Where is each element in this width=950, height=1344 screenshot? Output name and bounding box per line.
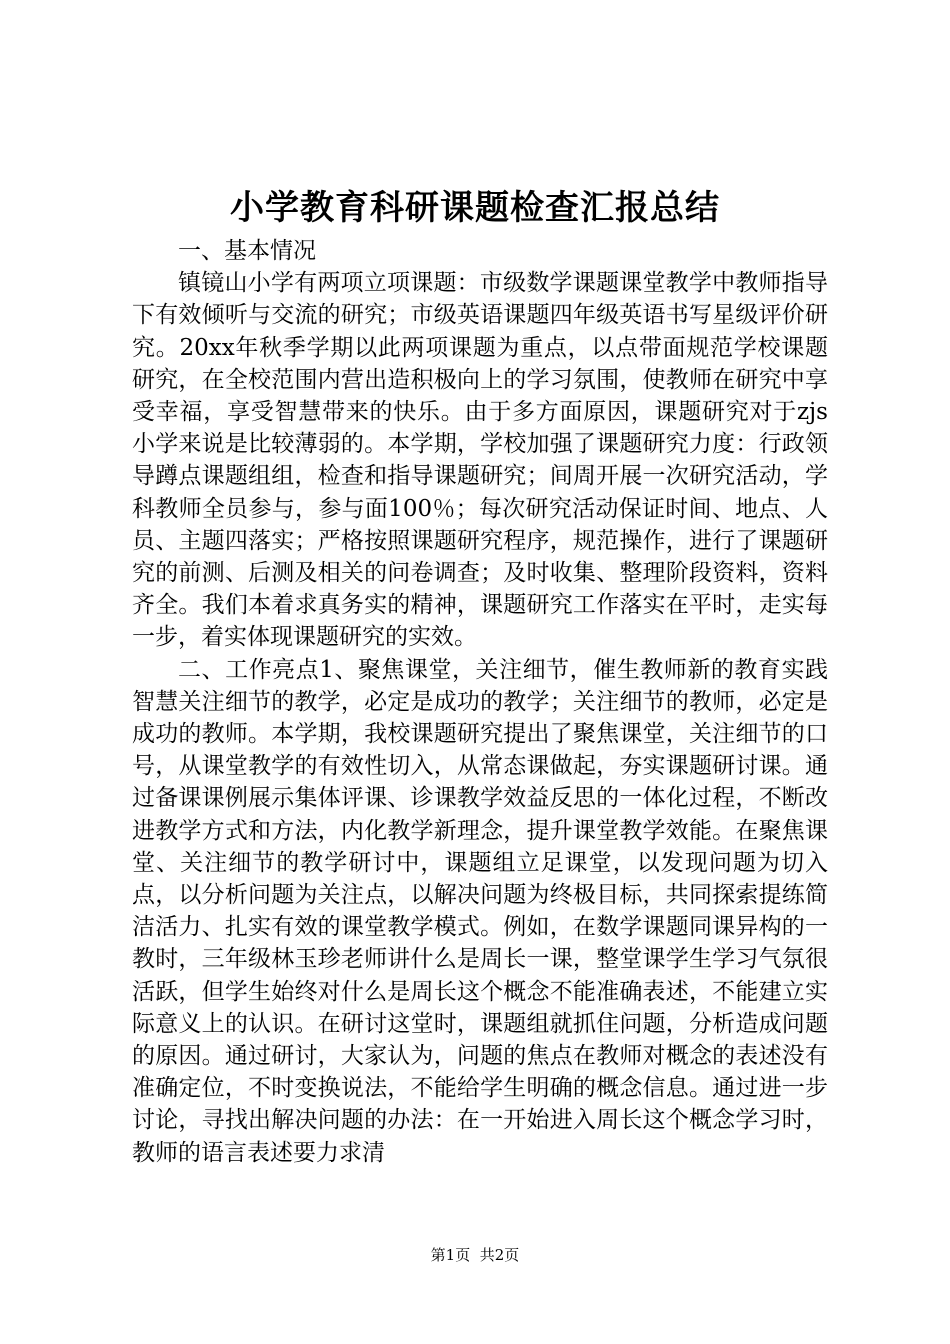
page-number: 第1页 (430, 1246, 471, 1264)
section-heading-basic-situation: 一、基本情况 (178, 238, 316, 264)
paragraph-work-highlights: 二、工作亮点1、聚焦课堂，关注细节，催生教师新的教育实践智慧关注细节的教学，必定是成功的教学；关注细节的教师，必定是成功的教师。本学期，我校课题研究提出了聚焦课堂，关注细节的口号，从课堂教学的有效性切入，从常态课做起，夯实课题研讨课。通过备课课例展示集体评课、诊课教学效益反思的一体化过程，不断改进教学方式和方法，内化教学新理念，提升课堂教学效能。在聚焦课堂、关注细节的教学研讨中，课题组立足课堂，以发现问题为切入点，以分析问题为关注点，以解决问题为终极目标，共同探索提练简洁活力、扎实有效的课堂教学模式。例如，在数学课题同课异构的一教时，三年级林玉珍老师讲什么是周长一课，整堂课学生学习气氛很活跃，但学生始终对什么是周长这个概念不能准确表述，不能建立实际意义上的认识。在研讨这堂时，课题组就抓住问题，分析造成问题的原因。通过研讨，大家认为，问题的焦点在教师对概念的表述没有准确定位，不时变换说法，不能给学生明确的概念信息。通过进一步讨论，寻找出解决问题的办法：在一开始进入周长这个概念学习时，教师的语言表述要力求清 (132, 656, 828, 1166)
document-body (132, 235, 828, 1169)
page-footer (0, 1244, 950, 1266)
document-title: 小学教育科研课题检查汇报总结 (230, 188, 720, 228)
page-total: 共2页 (479, 1246, 520, 1264)
paragraph-basic-situation: 镇镜山小学有两项立项课题：市级数学课题课堂教学中教师指导下有效倾听与交流的研究；市级英语课题四年级英语书写星级评价研究。20xx年秋季学期以此两项课题为重点，以点带面规范学校课题研究，在全校范围内营出造积极向上的学习氛围，使教师在研究中享受幸福，享受智慧带来的快乐。由于多方面原因，课题研究对于zjs小学来说是比较薄弱的。本学期，学校加强了课题研究力度：行政领导蹲点课题组组，检查和指导课题研究；间周开展一次研究活动，学科教师全员参与，参与面100％；每次研究活动保证时间、地点、人员、主题四落实；严格按照课题研究程序，规范操作，进行了课题研究的前测、后测及相关的问卷调查；及时收集、整理阶段资料，资料齐全。我们本着求真务实的精神，课题研究工作落实在平时，走实每一步，着实体现课题研究的实效。 (132, 270, 828, 651)
